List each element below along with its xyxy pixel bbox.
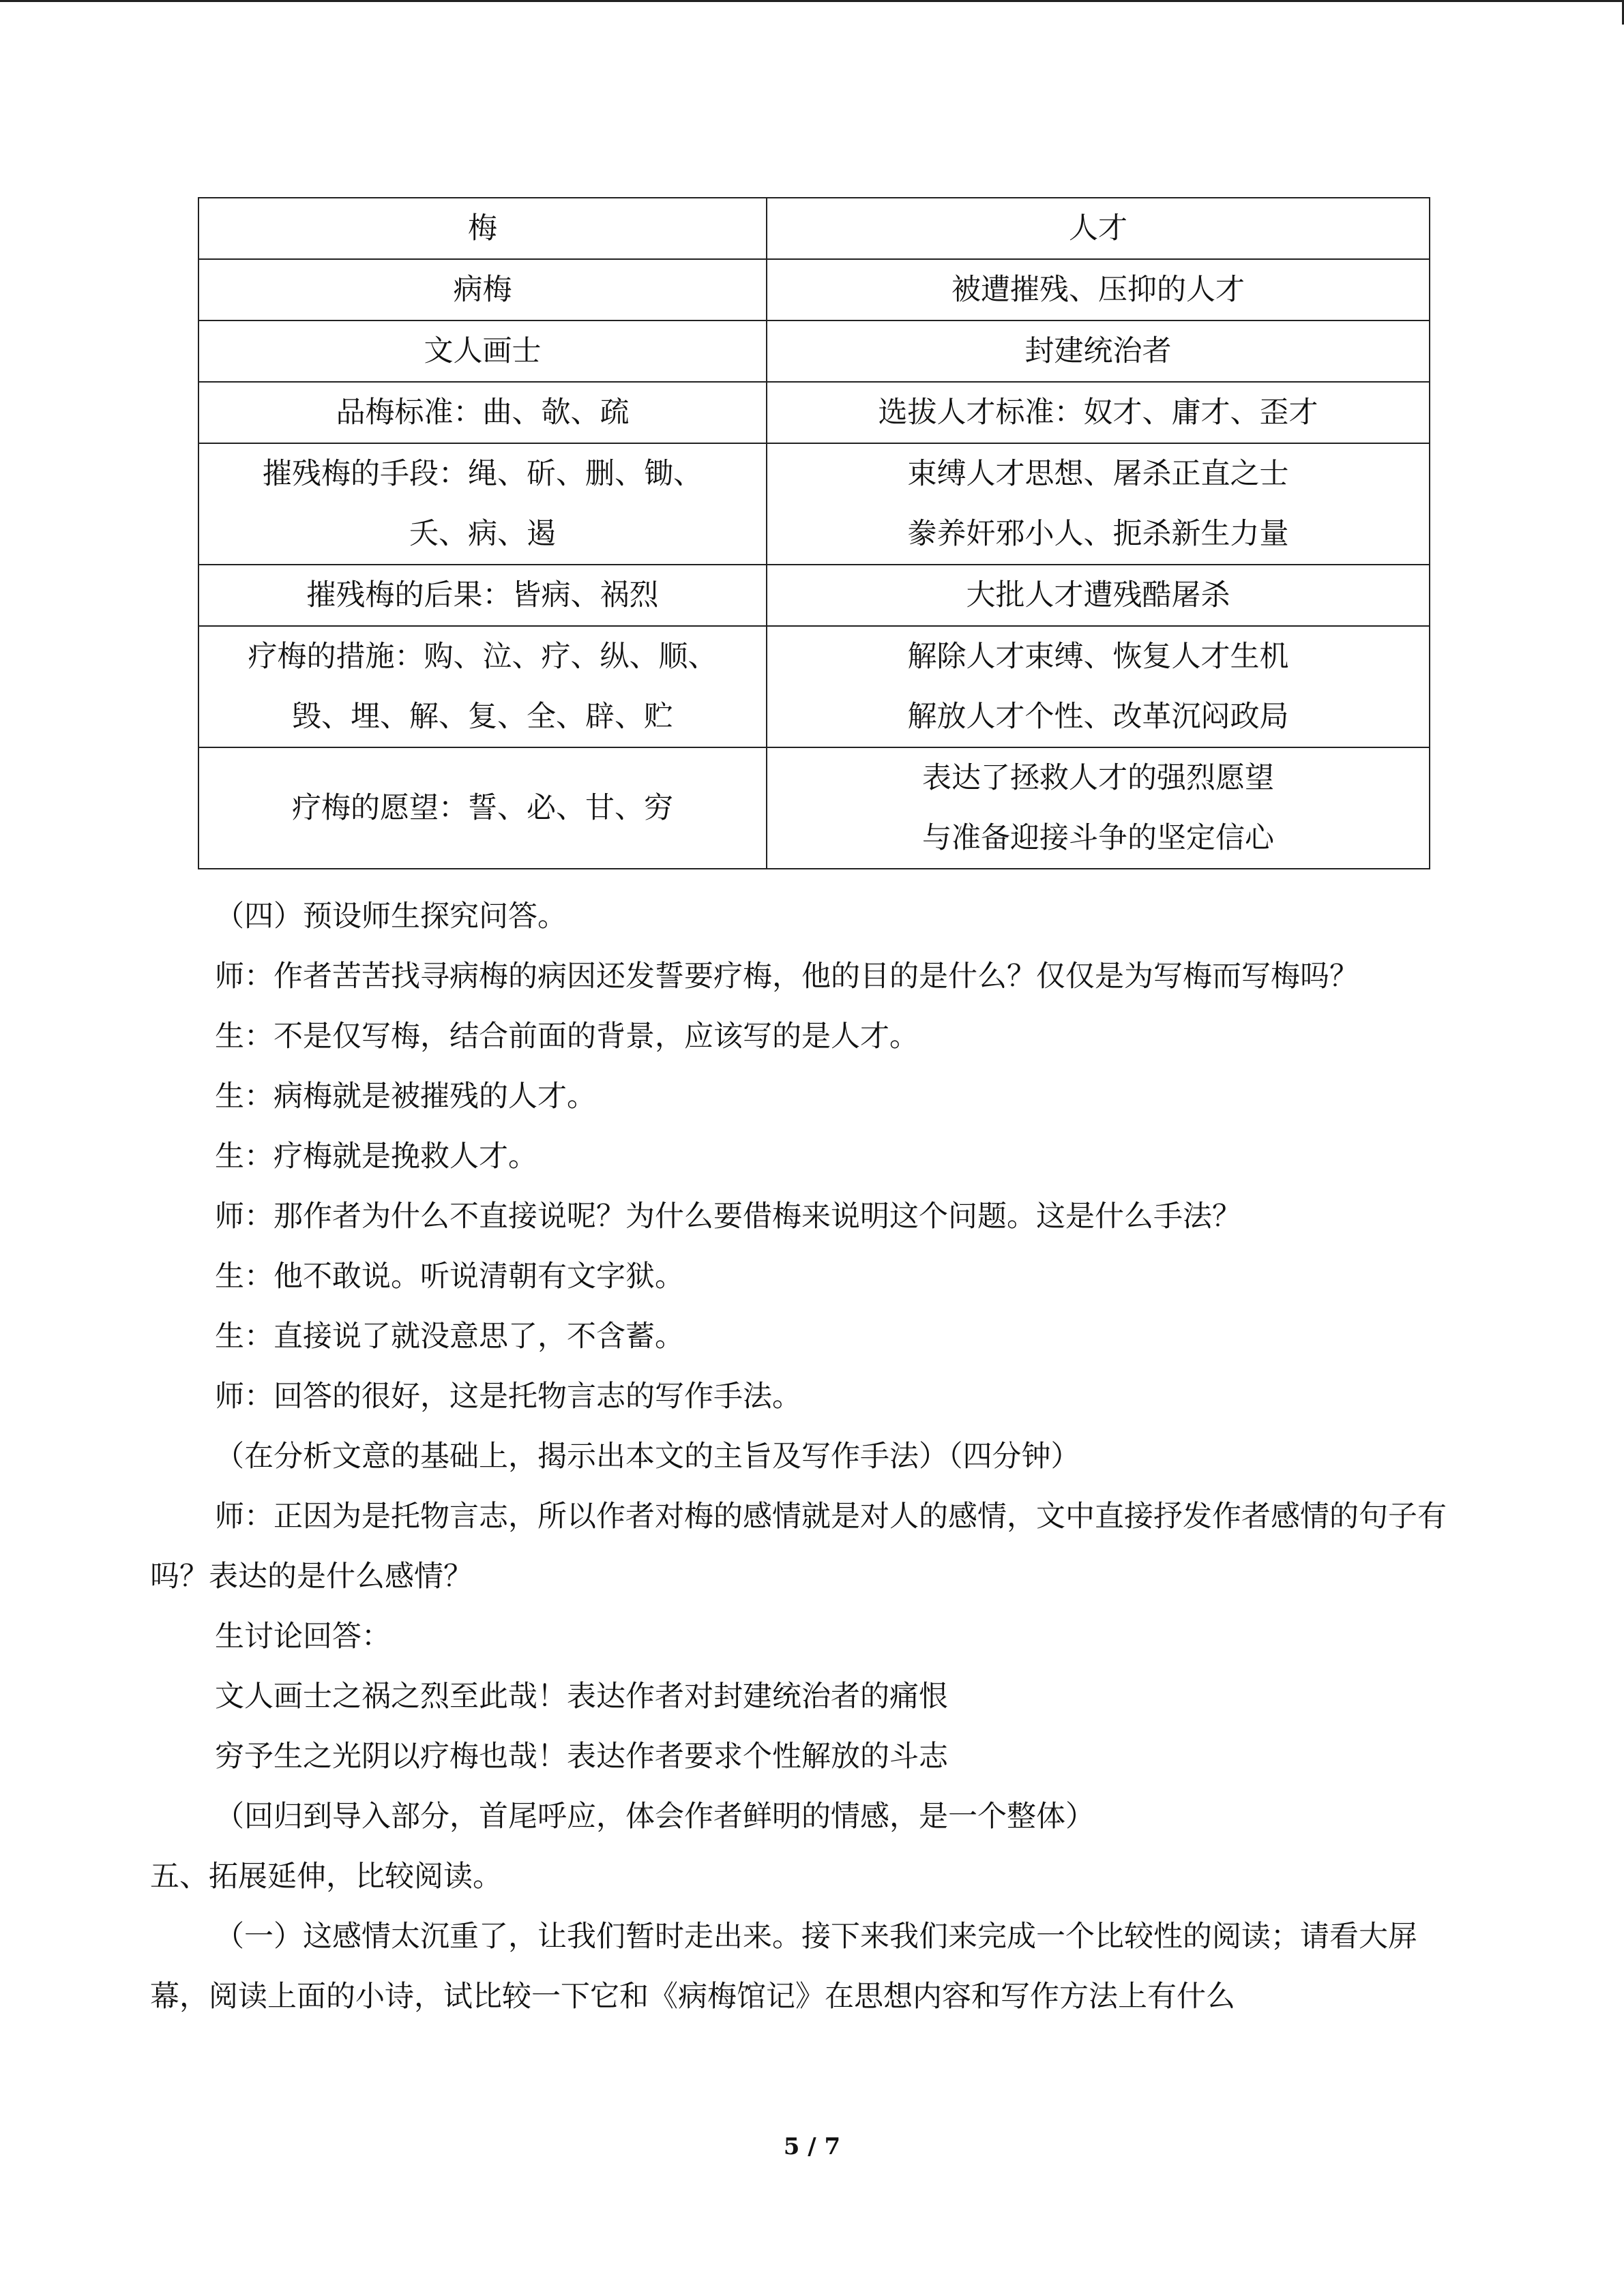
table-row xyxy=(198,382,1430,443)
table-cell-plum xyxy=(198,443,767,565)
table-row xyxy=(198,626,1430,747)
paragraph: 穷予生之光阴以疗梅也哉！表达作者要求个性解放的斗志 xyxy=(215,1740,948,1774)
table-cell-plum xyxy=(198,747,767,869)
table-row xyxy=(198,747,1430,869)
cell-line: 摧残梅的手段：绳、斫、删、锄、 xyxy=(263,457,703,491)
table-row xyxy=(198,565,1430,626)
cell-line: 被遭摧残、压抑的人才 xyxy=(951,273,1245,307)
cell-line: 疗梅的愿望：誓、必、甘、穷 xyxy=(292,791,673,825)
cell-line: 解放人才个性、改革沉闷政局 xyxy=(907,700,1289,734)
cell-line: 选拔人才标准：奴才、庸才、歪才 xyxy=(878,396,1318,430)
cell-line: 品梅标准：曲、欹、疏 xyxy=(336,396,630,430)
cell-line: 夭、病、遏 xyxy=(409,517,556,551)
paragraph: 师：正因为是托物言志，所以作者对梅的感情就是对人的感情，文中直接抒发作者感情的句子有吗？表达的是什么感情？ xyxy=(150,1500,1447,1594)
cell-line: 病梅 xyxy=(453,273,512,307)
plum-talent-comparison-table xyxy=(198,197,1430,869)
section-heading: （四）预设师生探究问答。 xyxy=(215,899,567,934)
paragraph: （一）这感情太沉重了，让我们暂时走出来。接下来我们来完成一个比较性的阅读；请看大屏幕，阅读上面的小诗，试比较一下它和《病梅馆记》在思想内容和写作方法上有什么 xyxy=(150,1920,1417,2014)
cell-line: 疗梅的措施：购、泣、疗、纵、顺、 xyxy=(248,640,718,674)
paragraph: 生讨论回答： xyxy=(215,1620,391,1654)
paragraph: 师：作者苦苦找寻病梅的病因还发誓要疗梅，他的目的是什么？仅仅是为写梅而写梅吗？ xyxy=(215,959,1359,994)
cell-line: 大批人才遭残酷屠杀 xyxy=(966,578,1230,612)
top-border-line xyxy=(0,0,1624,2)
section-heading: 五、拓展延伸，比较阅读。 xyxy=(150,1860,502,1894)
cell-line: 解除人才束缚、恢复人才生机 xyxy=(907,640,1289,674)
table-cell-plum xyxy=(198,565,767,626)
table-cell-talent xyxy=(767,443,1430,565)
cell-line: 表达了拯救人才的强烈愿望 xyxy=(922,761,1274,795)
table-cell-talent xyxy=(767,626,1430,747)
table-cell-talent xyxy=(767,320,1430,382)
table-cell-plum xyxy=(198,626,767,747)
table-row xyxy=(198,259,1430,320)
paragraph: 师：那作者为什么不直接说呢？为什么要借梅来说明这个问题。这是什么手法？ xyxy=(215,1199,1241,1234)
table-cell-talent xyxy=(767,747,1430,869)
table-cell-talent xyxy=(767,259,1430,320)
page-number: 5 / 7 xyxy=(783,2133,841,2160)
paragraph: 生：他不敢说。听说清朝有文字狱。 xyxy=(215,1259,684,1294)
paragraph: 生：不是仅写梅，结合前面的背景，应该写的是人才。 xyxy=(215,1019,919,1054)
table-cell-plum xyxy=(198,382,767,443)
table-cell-plum xyxy=(198,320,767,382)
cell-line: 文人画士 xyxy=(424,334,542,368)
paragraph: （在分析文意的基础上，揭示出本文的主旨及写作手法）（四分钟） xyxy=(215,1440,1080,1474)
cell-line: 豢养奸邪小人、扼杀新生力量 xyxy=(907,517,1289,551)
table-row xyxy=(198,320,1430,382)
table-cell-talent xyxy=(767,382,1430,443)
paragraph: 生：疗梅就是挽救人才。 xyxy=(215,1139,537,1174)
paragraph: 师：回答的很好，这是托物言志的写作手法。 xyxy=(215,1380,801,1414)
cell-line: 封建统治者 xyxy=(1024,334,1172,368)
table-row xyxy=(198,443,1430,565)
paragraph: （回归到导入部分，首尾呼应，体会作者鲜明的情感，是一个整体） xyxy=(215,1800,1095,1834)
cell-line: 与准备迎接斗争的坚定信心 xyxy=(922,821,1274,855)
table-cell-talent xyxy=(767,565,1430,626)
table-header-row xyxy=(198,198,1430,259)
cell-line: 束缚人才思想、屠杀正直之士 xyxy=(907,457,1289,491)
header-cell-talent: 人才 xyxy=(767,198,1430,259)
paragraph: 文人画士之祸之烈至此哉！表达作者对封建统治者的痛恨 xyxy=(215,1680,948,1714)
body-text xyxy=(150,886,1460,2027)
paragraph: 生：直接说了就没意思了，不含蓄。 xyxy=(215,1320,684,1354)
cell-line: 摧残梅的后果：皆病、祸烈 xyxy=(306,578,659,612)
paragraph: 生：病梅就是被摧残的人才。 xyxy=(215,1079,596,1114)
table-cell-plum xyxy=(198,259,767,320)
header-cell-plum: 梅 xyxy=(198,198,767,259)
cell-line: 毁、埋、解、复、全、辟、贮 xyxy=(292,700,673,734)
